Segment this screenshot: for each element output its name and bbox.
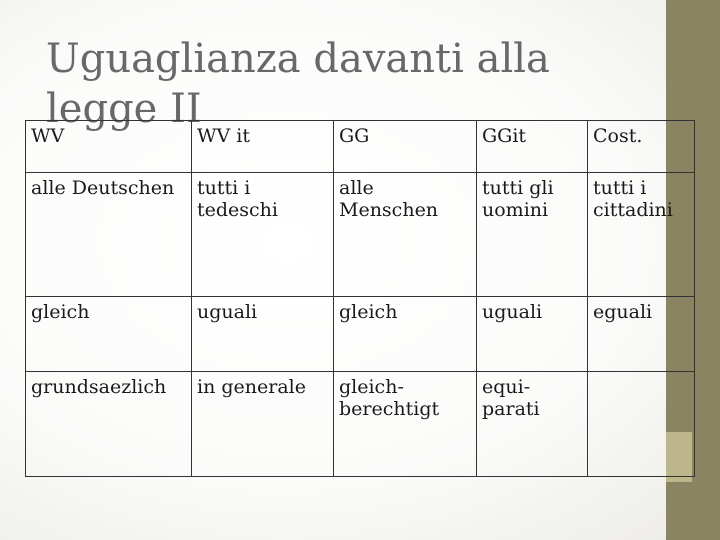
table-cell: equi-parati <box>477 372 588 477</box>
header-cell-ggit: GGit <box>477 121 588 173</box>
table-cell: tutti i cittadini <box>588 173 695 297</box>
table-cell: gleich <box>334 297 477 372</box>
table-cell: grundsaezlich <box>26 372 192 477</box>
table-cell: tutti gli uomini <box>477 173 588 297</box>
table-cell: uguali <box>477 297 588 372</box>
comparison-table <box>25 120 695 477</box>
table-cell: gleich-berechtigt <box>334 372 477 477</box>
table-cell: uguali <box>192 297 334 372</box>
table-cell: eguali <box>588 297 695 372</box>
header-cell-wv-it: WV it <box>192 121 334 173</box>
table-cell: alle Deutschen <box>26 173 192 297</box>
table-cell: in generale <box>192 372 334 477</box>
table-cell: tutti i tedeschi <box>192 173 334 297</box>
header-cell-cost: Cost. <box>588 121 695 173</box>
comparison-table-container <box>25 120 695 477</box>
table-cell <box>588 372 695 477</box>
header-cell-wv: WV <box>26 121 192 173</box>
slide-title: Uguaglianza davanti alla legge II <box>46 36 550 132</box>
table-row <box>26 297 695 372</box>
table-row <box>26 372 695 477</box>
table-row <box>26 173 695 297</box>
table-cell: gleich <box>26 297 192 372</box>
table-cell: alle Menschen <box>334 173 477 297</box>
header-cell-gg: GG <box>334 121 477 173</box>
table-header-row <box>26 121 695 173</box>
